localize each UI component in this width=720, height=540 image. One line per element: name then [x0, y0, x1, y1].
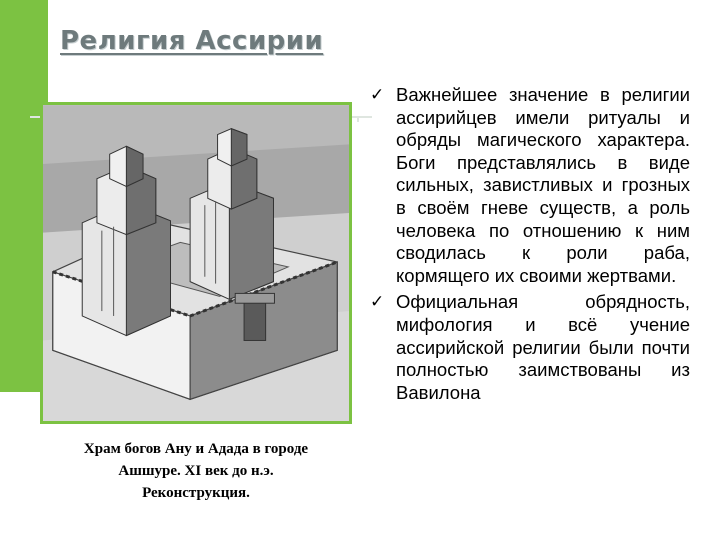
temple-image: [40, 102, 352, 424]
bullet-list: [366, 84, 690, 408]
checkmark-icon: ✓: [370, 292, 385, 312]
bullet-item: [366, 84, 690, 287]
image-caption: [40, 438, 352, 504]
bullet-text: Официальная обрядность, мифология и всё учение ассирийской религии были почти полностью заимствованы из Вавилона: [396, 291, 690, 403]
caption-line-1: Храм богов Ану и Адада в городе: [83, 441, 309, 457]
ziggurat-temple-illustration: [43, 105, 349, 421]
bullet-text: Важнейшее значение в религии ассирийцев имели ритуалы и обряды магического характера. Боги представлялись в виде сильных, завистливых и грозных в своём гневе существ, а роль человека по отношению к ним сводилась к роли раба, кормящего их своими жертвами.: [396, 84, 690, 286]
caption-line-2: Ашшуре. XI век до н.э.: [118, 463, 274, 479]
title-divider-tick: [357, 116, 359, 122]
checkmark-icon: ✓: [370, 85, 385, 104]
caption-line-3: Реконструкция.: [142, 485, 250, 501]
slide-title: Религия Ассирии: [60, 26, 324, 56]
bullet-item: [366, 291, 690, 404]
